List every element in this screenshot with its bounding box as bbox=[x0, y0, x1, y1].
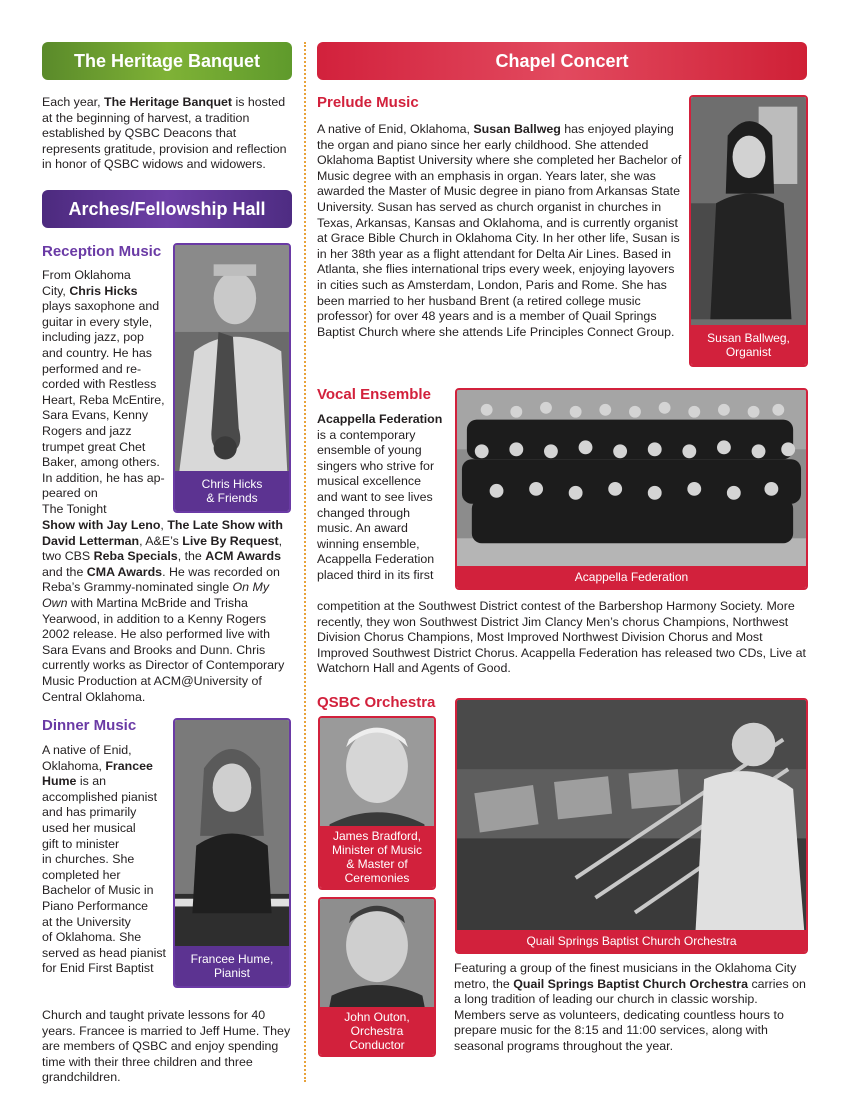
prelude-music-heading: Prelude Music bbox=[317, 94, 419, 111]
acappella-federation-caption: Acappella Federation bbox=[457, 566, 806, 588]
susan-ballweg-caption: Susan Ballweg, Organist bbox=[691, 325, 806, 365]
qsbc-orchestra-heading: QSBC Orchestra bbox=[317, 694, 436, 711]
john-outon-photo bbox=[318, 897, 436, 1057]
orchestra-performance-image bbox=[457, 700, 806, 953]
orchestra-photo bbox=[455, 698, 808, 954]
dinner-music-heading: Dinner Music bbox=[42, 717, 137, 734]
organist-portrait-image bbox=[691, 97, 806, 360]
chapel-concert-title: Chapel Concert bbox=[495, 50, 629, 71]
dinner-music-wide-text: Church and taught private lessons for 40 years. Francee is married to Jeff Hume. They are members of QSBC and enjoy spending time with their three children and three grandchildren. bbox=[42, 1008, 291, 1085]
vocal-ensemble-heading: Vocal Ensemble bbox=[317, 386, 431, 403]
heritage-banquet-title: The Heritage Banquet bbox=[73, 50, 261, 71]
heritage-banquet-text: Each year, The Heritage Banquet is hosted at the beginning of harvest, a tradition established by QSBC Deacons that represents gratitude, provision and reflection in honor of QSBC widows and widowers. bbox=[42, 95, 287, 172]
prelude-music-text: A native of Enid, Oklahoma, Susan Ballweg has enjoyed playing the organ and piano since her early childhood. She attended Oklahoma Baptist University where she completed her Bachelor of Music degree with an emphasis in organ. Years later, she was awarded the Master of Music degree in piano from Arkansas State University. Susan has served as church organist in churches in Texas, Arkansas, Kansas and Oklahoma, and is currently organist at Grace Bible Church in Oklahoma City. In her other life, Susan is in her 38th year as a flight attendant for Delta Air Lines. Based in Atlanta, she flies international trips every week, enjoying layovers in cities such as Amsterdam, London, Paris and Rome. She has been married to her husband Brent (a retired college music professor) for over 48 years and is a member of Quail Springs Baptist Church where she attends Life Principles Connect Group. bbox=[317, 122, 682, 339]
chris-hicks-caption: Chris Hicks & Friends bbox=[175, 471, 289, 511]
chapel-concert-banner bbox=[317, 42, 807, 80]
orchestra-text: Featuring a group of the finest musicians in the Oklahoma City metro, the Quail Springs Baptist Church Orchestra carries on a long tradition of leading our church in classic worship. Members serve as volunteers, dedicating countless hours to prepare music for the 8:15 and 11:00 services, along with seasonal programs throughout the year. bbox=[454, 961, 806, 1053]
saxophone-player-image bbox=[175, 245, 289, 506]
vocal-ensemble-wide-text: competition at the Southwest District contest of the Barbershop Harmony Society. More recently, they won Southwest District Jim Clancy Men’s chorus Champions, Northwest Division Chorus Champions, Most Improved Northwest Division Chorus and Most Improved Southwest District Chorus. Acappella Federation has released two CDs, Live at Watchorn Hall and Agents of Good. bbox=[317, 599, 806, 676]
acappella-federation-photo bbox=[455, 388, 808, 590]
arches-fellowship-banner bbox=[42, 190, 292, 228]
column-divider bbox=[304, 42, 306, 1082]
pianist-portrait-image bbox=[175, 720, 289, 981]
john-outon-caption: John Outon, Orchestra Conductor bbox=[320, 1007, 434, 1055]
james-bradford-photo bbox=[318, 716, 436, 890]
chris-hicks-photo bbox=[173, 243, 291, 513]
vocal-ensemble-narrow-text: Acappella Federation is a contemporary ensemble of young singers who strive for musical excellence and want to see lives changed through music. An award winning ensemble, Acappella Federation placed third in its first bbox=[317, 412, 443, 582]
arches-fellowship-title: Arches/Fellowship Hall bbox=[68, 198, 266, 219]
francee-hume-caption: Francee Hume, Pianist bbox=[175, 946, 289, 986]
choir-group-image bbox=[457, 390, 806, 590]
francee-hume-photo bbox=[173, 718, 291, 988]
orchestra-caption: Quail Springs Baptist Church Orchestra bbox=[457, 930, 806, 952]
reception-music-narrow-text: From Oklahoma City, Chris Hicks plays saxophone and guitar in every style, including jazz, pop and country. He has performed and re- corded with Restless Heart, Reba McEntire, Sara Evans, Kenny Rogers and jazz trumpet great Chet Baker, among others. In addition, he has ap- peared on The Tonight bbox=[42, 268, 165, 516]
james-bradford-caption: James Bradford, Minister of Music & Master of Ceremonies bbox=[320, 826, 434, 888]
susan-ballweg-photo bbox=[689, 95, 808, 367]
heritage-banquet-banner bbox=[42, 42, 292, 80]
reception-music-wide-text: Show with Jay Leno, The Late Show with David Letterman, A&E’s Live By Request, two CBS Reba Specials, the ACM Awards and the CMA Awards. He was recorded on Reba’s Grammy-nominated single On My Own with Martina McBride and Trisha Yearwood, in addition to a Kenny Rogers 2002 release. He also performed live with Sara Evans and Brooks and Dunn. Chris currently works as Director of Contemporary Music Production at ACM@University of Central Oklahoma. bbox=[42, 518, 285, 704]
reception-music-heading: Reception Music bbox=[42, 243, 162, 260]
dinner-music-narrow-text: A native of Enid, Oklahoma, Francee Hume is an accomplished pianist and has primarily used her musical gift to minister in churches. She completed her Bachelor of Music in Piano Performance at the University of Oklahoma. She served as head pianist for Enid First Baptist bbox=[42, 743, 166, 976]
